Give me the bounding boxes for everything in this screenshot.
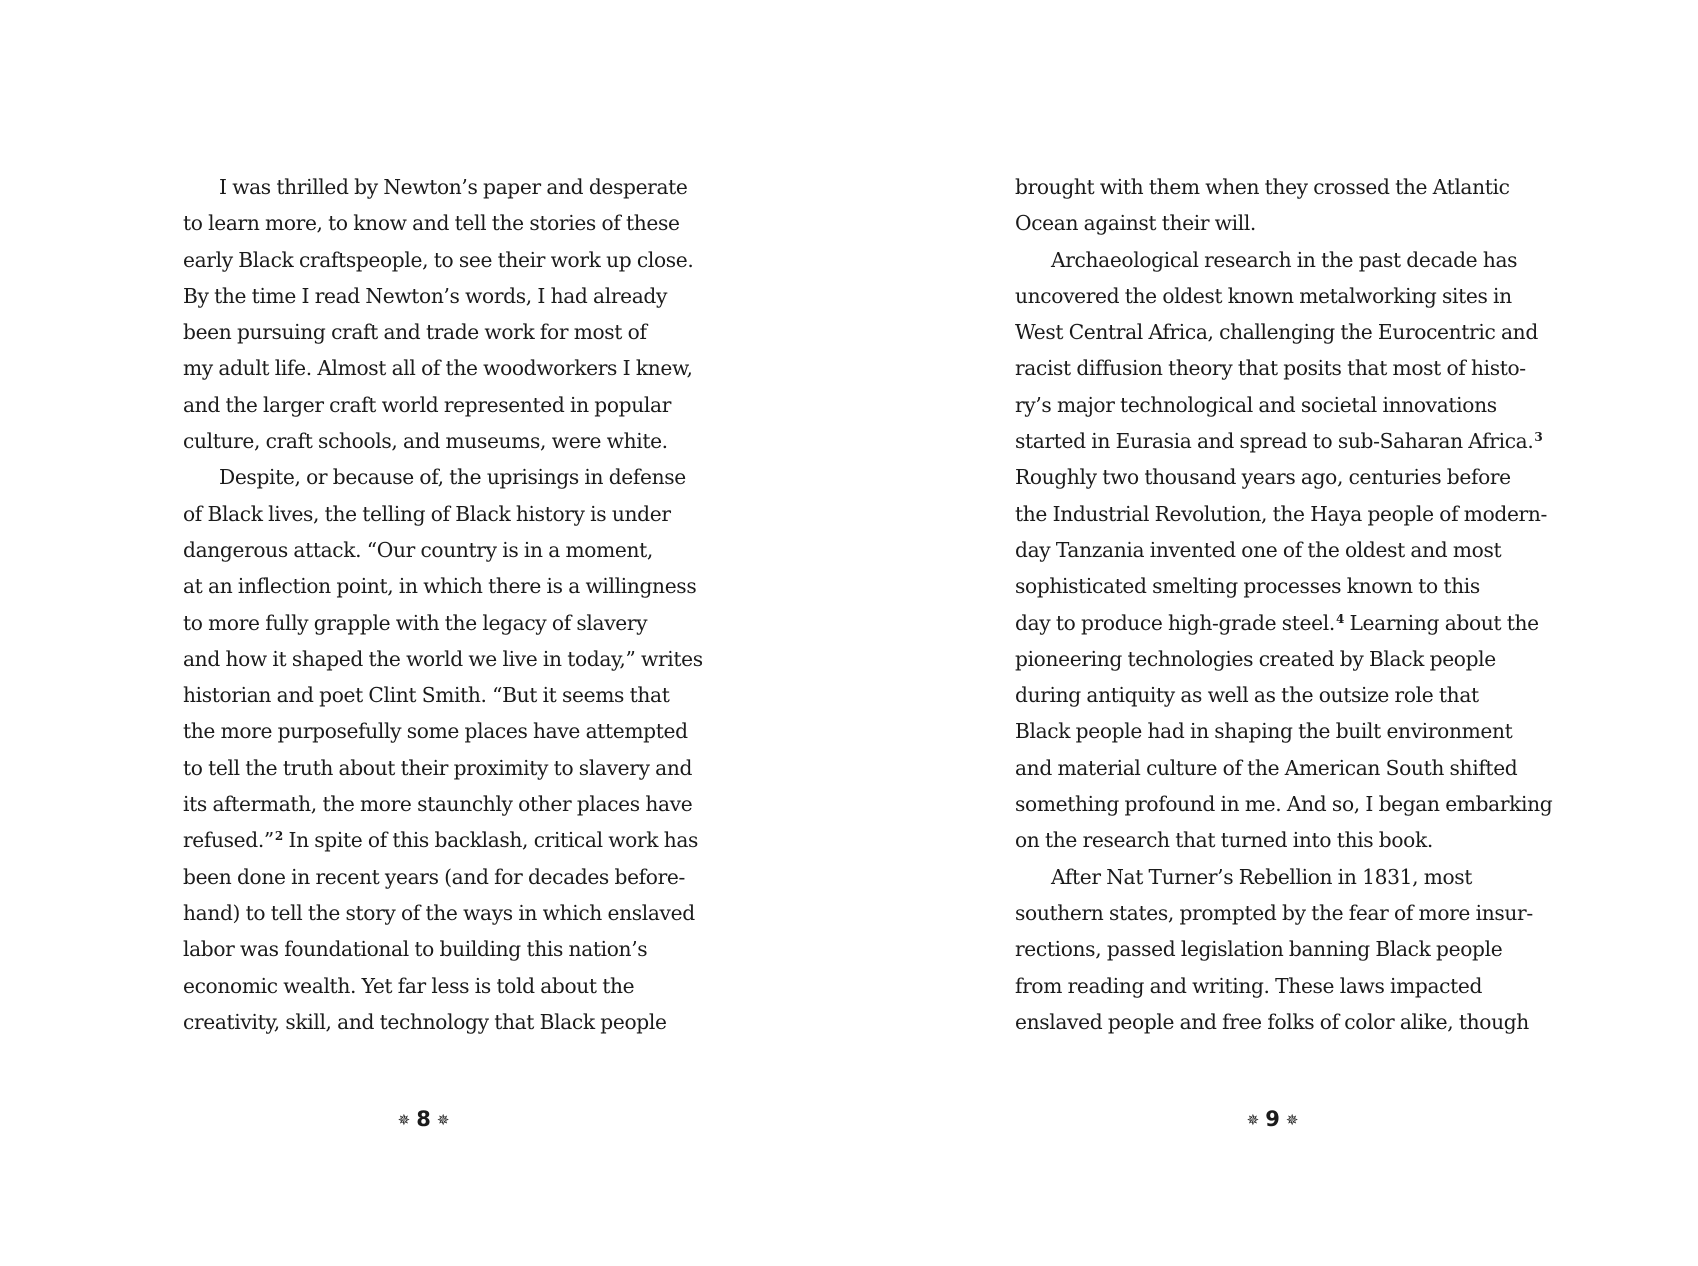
line-text: uncovered the oldest known metalworking sites in <box>1015 283 1512 308</box>
ornament-icon: ✵ <box>1285 1111 1301 1129</box>
text-line <box>1015 713 1555 749</box>
text-line <box>1015 641 1555 677</box>
line-text: creativity, skill, and technology that Black people <box>183 1009 667 1034</box>
line-text: ry’s major technological and societal innovations <box>1015 392 1497 417</box>
text-line <box>1015 169 1555 205</box>
line-text: After Nat Turner’s Rebellion in 1831, most <box>1051 864 1473 889</box>
line-text: to learn more, to know and tell the stories of these <box>183 211 680 236</box>
right-page-number <box>849 1107 1698 1131</box>
line-text: rections, passed legislation banning Black people <box>1015 937 1503 962</box>
line-text: sophisticated smelting processes known to this <box>1015 574 1480 599</box>
text-line <box>1015 387 1555 423</box>
text-line <box>183 677 723 713</box>
line-text: and how it shaped the world we live in today,” writes <box>183 646 703 671</box>
line-text: of Black lives, the telling of Black history is under <box>183 501 671 526</box>
line-text: I was thrilled by Newton’s paper and desperate <box>219 175 688 199</box>
text-line <box>1015 859 1555 895</box>
line-text: enslaved people and free folks of color alike, though <box>1015 1009 1529 1034</box>
footnote-reference: 4 <box>1335 611 1344 626</box>
text-line <box>183 931 723 967</box>
line-text: labor was foundational to building this nation’s <box>183 937 648 962</box>
text-line <box>183 350 723 386</box>
text-line <box>1015 968 1555 1004</box>
text-line <box>183 496 723 532</box>
text-line <box>183 459 723 495</box>
text-line <box>183 605 723 641</box>
text-line <box>183 859 723 895</box>
left-page-number <box>0 1107 849 1131</box>
line-text: been done in recent years (and for decades before- <box>183 864 685 889</box>
text-line <box>183 169 723 205</box>
text-line <box>1015 1004 1555 1040</box>
line-text: brought with them when they crossed the Atlantic <box>1015 175 1510 199</box>
text-line <box>183 278 723 314</box>
text-line <box>183 895 723 931</box>
line-text: started in Eurasia and spread to sub-Saharan Africa. <box>1015 429 1534 454</box>
line-text: the Industrial Revolution, the Haya people of modern- <box>1015 501 1547 526</box>
line-text: been pursuing craft and trade work for most of <box>183 320 647 345</box>
text-line <box>1015 350 1555 386</box>
line-text: during antiquity as well as the outsize role that <box>1015 683 1479 708</box>
right-page-body <box>1015 169 1555 1040</box>
text-line <box>183 968 723 1004</box>
right-page <box>849 0 1698 1266</box>
text-line <box>183 786 723 822</box>
line-text: southern states, prompted by the fear of more insur- <box>1015 900 1533 925</box>
text-line <box>1015 459 1555 495</box>
text-line <box>1015 568 1555 604</box>
line-text: at an inflection point, in which there is a willingness <box>183 574 697 599</box>
text-line <box>183 568 723 604</box>
line-text: Ocean against their will. <box>1015 211 1256 236</box>
line-text: culture, craft schools, and museums, were white. <box>183 429 668 454</box>
text-line <box>183 387 723 423</box>
line-text: Roughly two thousand years ago, centuries before <box>1015 465 1511 490</box>
line-text: my adult life. Almost all of the woodworkers I knew, <box>183 356 693 381</box>
ornament-icon: ✵ <box>436 1111 452 1129</box>
line-text: day Tanzania invented one of the oldest and most <box>1015 537 1502 562</box>
line-text: refused.” <box>183 828 274 853</box>
text-line <box>183 314 723 350</box>
line-text: to tell the truth about their proximity to slavery and <box>183 755 693 780</box>
line-text: on the research that turned into this book. <box>1015 828 1433 853</box>
text-line <box>183 641 723 677</box>
line-text: Black people had in shaping the built environment <box>1015 719 1513 744</box>
left-page-body <box>183 169 723 1040</box>
page-number: 9 <box>1265 1107 1282 1131</box>
line-text: West Central Africa, challenging the Eurocentric and <box>1015 320 1538 345</box>
text-line <box>1015 278 1555 314</box>
ornament-icon: ✵ <box>397 1111 413 1129</box>
text-line <box>183 713 723 749</box>
footnote-reference: 2 <box>274 829 283 844</box>
text-line <box>183 1004 723 1040</box>
line-text: By the time I read Newton’s words, I had already <box>183 283 668 308</box>
text-line <box>183 532 723 568</box>
line-text: the more purposefully some places have attempted <box>183 719 688 744</box>
text-line <box>183 750 723 786</box>
text-line <box>183 205 723 241</box>
line-text: to more fully grapple with the legacy of slavery <box>183 610 648 635</box>
line-text: something profound in me. And so, I began embarking <box>1015 792 1553 817</box>
text-line <box>183 423 723 459</box>
line-text: its aftermath, the more staunchly other places have <box>183 792 693 817</box>
line-text: racist diffusion theory that posits that most of histo- <box>1015 356 1526 381</box>
text-line <box>1015 895 1555 931</box>
text-line <box>1015 496 1555 532</box>
line-text: dangerous attack. “Our country is in a moment, <box>183 537 653 562</box>
text-line <box>1015 605 1555 641</box>
line-text: hand) to tell the story of the ways in which enslaved <box>183 900 695 925</box>
line-text: from reading and writing. These laws impacted <box>1015 973 1483 998</box>
ornament-icon: ✵ <box>1246 1111 1262 1129</box>
line-text: and the larger craft world represented in popular <box>183 392 672 417</box>
text-line <box>1015 314 1555 350</box>
line-text: and material culture of the American South shifted <box>1015 755 1518 780</box>
line-text-continued: Learning about the <box>1343 610 1539 635</box>
line-text: historian and poet Clint Smith. “But it seems that <box>183 683 670 708</box>
line-text-continued: In spite of this backlash, critical work has <box>282 828 699 853</box>
page-number: 8 <box>416 1107 433 1131</box>
line-text: early Black craftspeople, to see their work up close. <box>183 247 694 272</box>
line-text: Archaeological research in the past decade has <box>1051 247 1518 272</box>
text-line <box>1015 822 1555 858</box>
text-line <box>183 822 723 858</box>
text-line <box>1015 242 1555 278</box>
text-line <box>1015 931 1555 967</box>
text-line <box>1015 677 1555 713</box>
line-text: Despite, or because of, the uprisings in defense <box>219 465 686 490</box>
footnote-reference: 3 <box>1534 430 1543 445</box>
text-line <box>1015 205 1555 241</box>
text-line <box>183 242 723 278</box>
text-line <box>1015 750 1555 786</box>
text-line <box>1015 423 1555 459</box>
line-text: day to produce high-grade steel. <box>1015 610 1335 635</box>
text-line <box>1015 786 1555 822</box>
text-line <box>1015 532 1555 568</box>
line-text: economic wealth. Yet far less is told about the <box>183 973 635 998</box>
line-text: pioneering technologies created by Black people <box>1015 646 1496 671</box>
